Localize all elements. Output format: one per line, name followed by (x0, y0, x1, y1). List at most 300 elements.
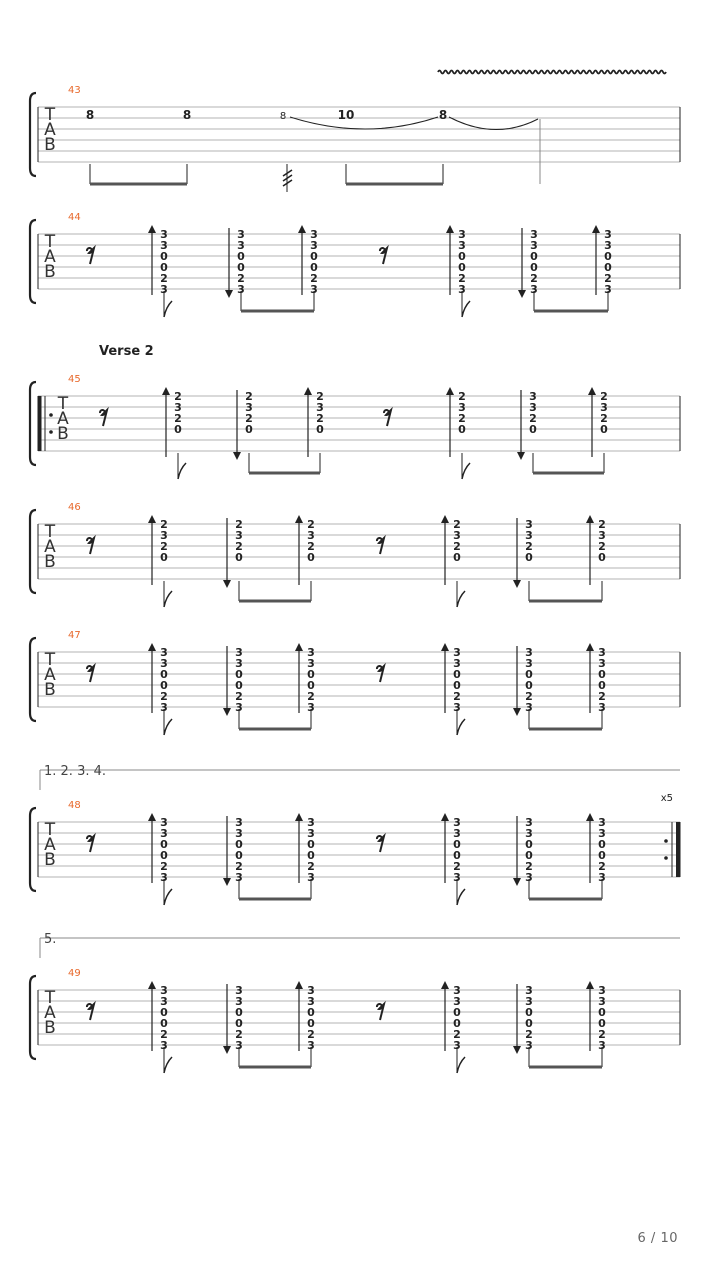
fret-number: 2 (529, 412, 537, 425)
fret-number: 3 (453, 701, 461, 714)
strum-up-arrow (441, 981, 449, 989)
fret-number: 3 (235, 529, 243, 542)
strum-down-arrow (223, 1046, 231, 1054)
tab-clef-letter: T (44, 650, 56, 670)
fret-number: 2 (235, 540, 243, 553)
fret-number: 0 (307, 849, 315, 862)
fret-number: 3 (525, 995, 533, 1008)
fret-number: 2 (525, 540, 533, 553)
fret-number: 2 (310, 272, 318, 285)
repeat-dot (49, 430, 53, 434)
fret-number: 3 (235, 646, 243, 659)
fret-number: 3 (598, 657, 606, 670)
note-flag (164, 1057, 172, 1073)
fret-number: 2 (307, 540, 315, 553)
tab-clef-letter: A (44, 665, 56, 685)
fret-number: 3 (598, 995, 606, 1008)
system-bracket (30, 93, 36, 176)
fret-number: 3 (453, 995, 461, 1008)
vibrato-wavy-line (438, 71, 666, 74)
fret-number: 3 (604, 239, 612, 252)
fret-number: 8 (182, 108, 192, 122)
strum-down-arrow (513, 878, 521, 886)
strum-down-arrow (223, 708, 231, 716)
fret-number: 3 (600, 401, 608, 414)
fret-number: 0 (600, 423, 608, 436)
tab-clef-letter: T (57, 394, 69, 414)
fret-number: 0 (453, 849, 461, 862)
fret-number: 0 (525, 1017, 533, 1030)
fret-number: 3 (160, 701, 168, 714)
fret-number: 3 (453, 646, 461, 659)
strum-down-arrow (513, 580, 521, 588)
slur-arc (449, 117, 538, 130)
fret-number: 2 (160, 860, 168, 873)
fret-number: 0 (530, 261, 538, 274)
fret-number: 3 (235, 701, 243, 714)
fret-number: 0 (160, 668, 168, 681)
system-bracket (30, 382, 36, 465)
fret-number: 3 (453, 657, 461, 670)
fret-number: 3 (525, 871, 533, 884)
fret-number: 3 (160, 228, 168, 241)
fret-number: 2 (307, 1028, 315, 1041)
measure-number: 47 (68, 630, 81, 641)
fret-number: 0 (598, 849, 606, 862)
fret-number: 0 (453, 679, 461, 692)
fret-number: 0 (525, 679, 533, 692)
fret-number: 3 (458, 401, 466, 414)
fret-number: 2 (174, 390, 182, 403)
measure-number: 46 (68, 502, 81, 513)
note-flag (462, 301, 470, 317)
fret-number: 0 (237, 261, 245, 274)
note-flag (457, 719, 465, 735)
fret-number: 2 (307, 518, 315, 531)
fret-number: 3 (310, 228, 318, 241)
fret-number: 2 (237, 272, 245, 285)
slur-arc (290, 117, 438, 129)
strum-up-arrow (441, 643, 449, 651)
fret-number: 3 (525, 827, 533, 840)
fret-number: 2 (530, 272, 538, 285)
tab-system-46 (38, 502, 680, 607)
fret-number: 3 (310, 239, 318, 252)
fret-number: 3 (237, 239, 245, 252)
fret-number: 3 (530, 283, 538, 296)
fret-number: 0 (458, 261, 466, 274)
note-flag (164, 301, 172, 317)
fret-number: 2 (245, 412, 253, 425)
strum-up-arrow (586, 813, 594, 821)
tab-clef-letter: B (44, 552, 56, 572)
page-number: 6 / 10 (637, 1231, 678, 1246)
fret-number: 0 (245, 423, 253, 436)
strum-up-arrow (592, 225, 600, 233)
fret-number: 2 (174, 412, 182, 425)
measure-number: 48 (68, 800, 81, 811)
fret-number: 3 (604, 228, 612, 241)
strum-up-arrow (446, 225, 454, 233)
strum-up-arrow (298, 225, 306, 233)
fret-number: 0 (525, 1006, 533, 1019)
fret-number: 3 (598, 871, 606, 884)
fret-number: 0 (598, 679, 606, 692)
fret-number: 3 (598, 816, 606, 829)
fret-number: 3 (235, 995, 243, 1008)
fret-number: 3 (598, 827, 606, 840)
fret-number: 3 (458, 239, 466, 252)
fret-number: 2 (453, 690, 461, 703)
fret-number: 3 (530, 239, 538, 252)
fret-number: 3 (525, 816, 533, 829)
fret-number: 3 (160, 816, 168, 829)
strum-up-arrow (295, 813, 303, 821)
fret-number: 2 (604, 272, 612, 285)
fret-number: 0 (235, 838, 243, 851)
repeat-dot (664, 839, 668, 843)
fret-number: 3 (235, 816, 243, 829)
fret-number: 2 (598, 1028, 606, 1041)
fret-number: 3 (453, 816, 461, 829)
fret-number: 0 (160, 1006, 168, 1019)
tab-clef-letter: A (44, 247, 56, 267)
tab-system-49 (38, 932, 680, 1073)
fret-number: 0 (160, 1017, 168, 1030)
strum-down-arrow (225, 290, 233, 298)
strum-up-arrow (588, 387, 596, 395)
strum-up-arrow (304, 387, 312, 395)
system-bracket (30, 220, 36, 303)
fret-number: 2 (235, 1028, 243, 1041)
fret-number: 3 (160, 657, 168, 670)
strum-down-arrow (513, 708, 521, 716)
strum-down-arrow (518, 290, 526, 298)
fret-number: 0 (235, 1017, 243, 1030)
fret-number: 3 (458, 283, 466, 296)
tab-clef-letter: T (44, 988, 56, 1008)
tab-system-47 (38, 630, 680, 735)
fret-number: 0 (453, 1006, 461, 1019)
fret-number: 3 (307, 701, 315, 714)
fret-number: 3 (160, 239, 168, 252)
tab-system-48 (38, 764, 680, 905)
fret-number: 3 (529, 401, 537, 414)
fret-number: 3 (598, 701, 606, 714)
tab-clef-letter: B (57, 424, 69, 444)
fret-number: 0 (453, 551, 461, 564)
fret-number: 0 (604, 261, 612, 274)
fret-number: 0 (598, 551, 606, 564)
strum-down-arrow (223, 580, 231, 588)
fret-number: 0 (525, 838, 533, 851)
fret-number: 3 (458, 228, 466, 241)
fret-number: 0 (453, 838, 461, 851)
repeat-end-thick-bar (676, 822, 680, 877)
fret-number: 3 (160, 529, 168, 542)
fret-number: 2 (307, 860, 315, 873)
tab-clef-letter: A (44, 1003, 56, 1023)
fret-number: 2 (525, 1028, 533, 1041)
fret-number: 0 (235, 668, 243, 681)
fret-number: 2 (453, 1028, 461, 1041)
tab-clef-letter: B (44, 262, 56, 282)
strum-down-arrow (517, 452, 525, 460)
measure-number: 44 (68, 212, 81, 223)
fret-number: 3 (525, 646, 533, 659)
fret-number: 3 (235, 1039, 243, 1052)
strum-up-arrow (295, 643, 303, 651)
fret-number: 2 (458, 272, 466, 285)
fret-number: 3 (525, 657, 533, 670)
fret-number: 3 (307, 816, 315, 829)
fret-number: 0 (307, 551, 315, 564)
strum-up-arrow (162, 387, 170, 395)
note-flag (164, 719, 172, 735)
fret-number: 3 (237, 283, 245, 296)
tab-clef-letter: T (44, 820, 56, 840)
fret-number: 2 (160, 518, 168, 531)
fret-number: 3 (530, 228, 538, 241)
strum-up-arrow (586, 981, 594, 989)
fret-number: 0 (174, 423, 182, 436)
tab-clef-letter: A (57, 409, 69, 429)
repeat-count: x5 (660, 793, 673, 804)
fret-number: 3 (174, 401, 182, 414)
tab-clef-letter: A (44, 120, 56, 140)
fret-number: 0 (160, 849, 168, 862)
fret-number: 3 (310, 283, 318, 296)
fret-number: 8 (279, 111, 287, 122)
fret-number: 3 (235, 657, 243, 670)
fret-number: 3 (160, 827, 168, 840)
fret-number: 3 (525, 984, 533, 997)
fret-number: 3 (525, 529, 533, 542)
strum-down-arrow (233, 452, 241, 460)
fret-number: 3 (307, 646, 315, 659)
system-bracket (30, 808, 36, 891)
fret-number: 3 (237, 228, 245, 241)
strum-up-arrow (441, 515, 449, 523)
fret-number: 0 (530, 250, 538, 263)
fret-number: 0 (598, 1017, 606, 1030)
fret-number: 0 (316, 423, 324, 436)
fret-number: 0 (307, 1006, 315, 1019)
fret-number: 2 (316, 390, 324, 403)
tab-clef-letter: B (44, 680, 56, 700)
tab-clef-letter: T (44, 105, 56, 125)
fret-number: 0 (235, 1006, 243, 1019)
note-flag (178, 463, 186, 479)
fret-number: 3 (453, 529, 461, 542)
fret-number: 0 (237, 250, 245, 263)
strum-up-arrow (586, 643, 594, 651)
fret-number: 8 (85, 108, 95, 122)
fret-number: 2 (453, 540, 461, 553)
strum-up-arrow (148, 515, 156, 523)
fret-number: 0 (307, 679, 315, 692)
fret-number: 3 (453, 871, 461, 884)
fret-number: 0 (160, 250, 168, 263)
fret-number: 0 (160, 838, 168, 851)
tab-system-43 (38, 71, 680, 193)
strum-down-arrow (223, 878, 231, 886)
fret-number: 3 (307, 657, 315, 670)
fret-number: 2 (458, 390, 466, 403)
fret-number: 0 (458, 423, 466, 436)
system-bracket (30, 638, 36, 721)
tab-clef-letter: T (44, 522, 56, 542)
fret-number: 2 (525, 860, 533, 873)
fret-number: 3 (245, 401, 253, 414)
fret-number: 3 (453, 827, 461, 840)
fret-number: 0 (310, 250, 318, 263)
fret-number: 0 (525, 551, 533, 564)
fret-number: 0 (525, 849, 533, 862)
fret-number: 3 (453, 984, 461, 997)
fret-number: 0 (310, 261, 318, 274)
fret-number: 3 (598, 646, 606, 659)
tab-clef-letter: B (44, 850, 56, 870)
measure-number: 49 (68, 968, 81, 979)
fret-number: 2 (235, 860, 243, 873)
fret-number: 2 (245, 390, 253, 403)
fret-number: 2 (316, 412, 324, 425)
tab-clef-letter: B (44, 135, 56, 155)
fret-number: 3 (235, 871, 243, 884)
fret-number: 0 (598, 668, 606, 681)
repeat-start-thick-bar (38, 396, 42, 451)
fret-number: 3 (160, 646, 168, 659)
fret-number: 3 (307, 1039, 315, 1052)
fret-number: 2 (453, 518, 461, 531)
fret-number: 0 (598, 1006, 606, 1019)
tab-clef-letter: T (44, 232, 56, 252)
fret-number: 0 (307, 668, 315, 681)
measure-number: 43 (68, 85, 81, 96)
fret-number: 0 (458, 250, 466, 263)
fret-number: 0 (235, 679, 243, 692)
note-flag (164, 889, 172, 905)
fret-number: 3 (604, 283, 612, 296)
fret-number: 0 (235, 849, 243, 862)
repeat-dot (664, 856, 668, 860)
fret-number: 3 (307, 871, 315, 884)
note-flag (462, 463, 470, 479)
fret-number: 3 (598, 1039, 606, 1052)
fret-number: 2 (160, 540, 168, 553)
fret-number: 0 (307, 838, 315, 851)
fret-number: 2 (458, 412, 466, 425)
note-flag (164, 591, 172, 607)
fret-number: 0 (160, 679, 168, 692)
strum-up-arrow (148, 225, 156, 233)
fret-number: 3 (160, 995, 168, 1008)
strum-up-arrow (295, 981, 303, 989)
fret-number: 2 (453, 860, 461, 873)
fret-number: 3 (235, 827, 243, 840)
section-label: Verse 2 (99, 344, 154, 359)
fret-number: 8 (438, 108, 448, 122)
tab-system-44 (38, 212, 680, 317)
fret-number: 0 (235, 551, 243, 564)
note-flag (457, 1057, 465, 1073)
strum-up-arrow (148, 813, 156, 821)
fret-number: 0 (598, 838, 606, 851)
strum-up-arrow (446, 387, 454, 395)
fret-number: 2 (525, 690, 533, 703)
fret-number: 3 (598, 984, 606, 997)
fret-number: 3 (307, 529, 315, 542)
strum-down-arrow (513, 1046, 521, 1054)
fret-number: 0 (529, 423, 537, 436)
fret-number: 0 (604, 250, 612, 263)
note-flag (457, 889, 465, 905)
fret-number: 2 (235, 690, 243, 703)
fret-number: 2 (235, 518, 243, 531)
fret-number: 2 (600, 412, 608, 425)
fret-number: 3 (525, 701, 533, 714)
strum-up-arrow (148, 981, 156, 989)
fret-number: 3 (525, 1039, 533, 1052)
note-flag (457, 591, 465, 607)
repeat-dot (49, 413, 53, 417)
strum-up-arrow (441, 813, 449, 821)
fret-number: 2 (598, 518, 606, 531)
strum-up-arrow (148, 643, 156, 651)
fret-number: 0 (307, 1017, 315, 1030)
tab-clef-letter: A (44, 835, 56, 855)
volta-label: 1. 2. 3. 4. (44, 764, 107, 779)
volta-label: 5. (44, 932, 57, 947)
fret-number: 3 (160, 283, 168, 296)
fret-number: 10 (337, 108, 355, 122)
fret-number: 3 (307, 827, 315, 840)
fret-number: 0 (525, 668, 533, 681)
fret-number: 0 (160, 551, 168, 564)
fret-number: 3 (160, 984, 168, 997)
fret-number: 3 (453, 1039, 461, 1052)
tab-system-45 (38, 344, 680, 479)
system-bracket (30, 510, 36, 593)
strum-up-arrow (586, 515, 594, 523)
fret-number: 2 (160, 1028, 168, 1041)
fret-number: 2 (600, 390, 608, 403)
fret-number: 3 (160, 1039, 168, 1052)
fret-number: 0 (160, 261, 168, 274)
fret-number: 0 (453, 1017, 461, 1030)
fret-number: 3 (525, 518, 533, 531)
fret-number: 3 (307, 984, 315, 997)
fret-number: 2 (307, 690, 315, 703)
fret-number: 3 (160, 871, 168, 884)
fret-number: 2 (160, 272, 168, 285)
fret-number: 2 (598, 860, 606, 873)
measure-number: 45 (68, 374, 81, 385)
fret-number: 0 (453, 668, 461, 681)
fret-number: 3 (235, 984, 243, 997)
fret-number: 3 (307, 995, 315, 1008)
fret-number: 2 (598, 690, 606, 703)
strum-up-arrow (295, 515, 303, 523)
tab-clef-letter: A (44, 537, 56, 557)
system-bracket (30, 976, 36, 1059)
tab-clef-letter: B (44, 1018, 56, 1038)
fret-number: 3 (598, 529, 606, 542)
fret-number: 3 (529, 390, 537, 403)
fret-number: 3 (316, 401, 324, 414)
fret-number: 2 (160, 690, 168, 703)
